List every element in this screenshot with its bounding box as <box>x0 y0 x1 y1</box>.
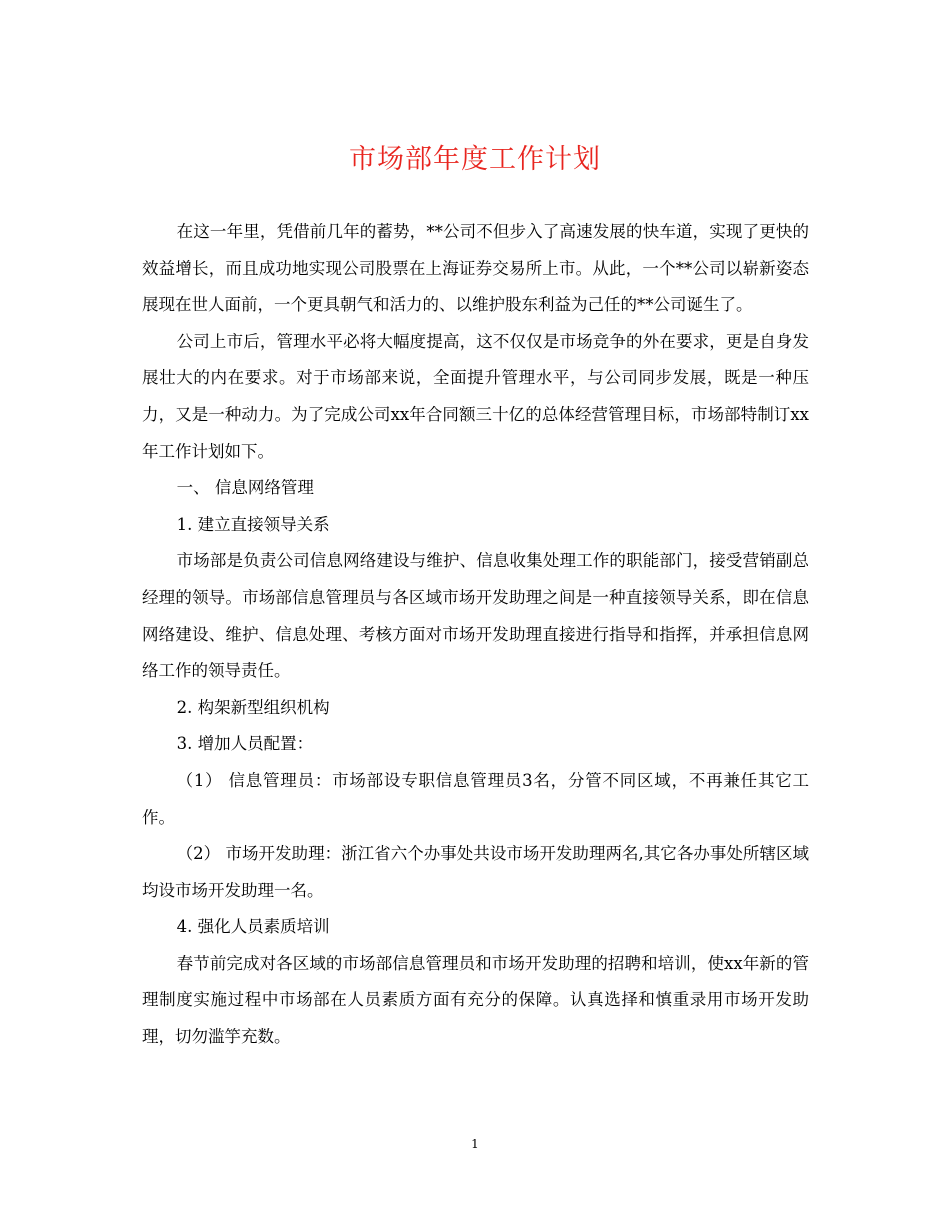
paragraph-listing: 公司上市后，管理水平必将大幅度提高，这不仅仅是市场竞争的外在要求，更是自身发展壮大的内在要求。对于市场部来说，全面提升管理水平，与公司同步发展，既是一种压力，又是一种动力。为了完成公司xx年合同额三十亿的总体经营管理目标，市场部特制订xx年工作计划如下。 <box>142 331 809 461</box>
paragraph-leadership: 市场部是负责公司信息网络建设与维护、信息收集处理工作的职能部门，接受营销副总经理的领导。市场部信息管理员与各区域市场开发助理之间是一种直接领导关系，即在信息网络建设、维护、信息处理、考核方面对市场开发助理直接进行指导和指挥，并承担信息网络工作的领导责任。 <box>142 551 809 681</box>
item-heading-organization: 2. 构架新型组织机构 <box>176 697 330 717</box>
page-number: 1 <box>471 1137 479 1151</box>
document-title: 市场部年度工作计划 <box>349 144 601 175</box>
item-heading-leadership: 1. 建立直接领导关系 <box>176 514 330 534</box>
sub-item-market-assistant: （2） 市场开发助理：浙江省六个办事处共设市场开发助理两名,其它各办事处所辖区域均设市场开发助理一名。 <box>142 844 809 900</box>
sub-item-info-manager: （1） 信息管理员：市场部设专职信息管理员3名，分管不同区域，不再兼任其它工作。 <box>142 770 809 827</box>
document-body <box>142 214 809 1056</box>
item-heading-training: 4. 强化人员素质培训 <box>176 917 330 937</box>
section-heading-info-network: 一、 信息网络管理 <box>176 478 314 498</box>
paragraph-intro: 在这一年里，凭借前几年的蓄势，**公司不但步入了高速发展的快车道，实现了更快的效益增长，而且成功地实现公司股票在上海证券交易所上市。从此，一个**公司以崭新姿态展现在世人面前，一个更具朝气和活力的、以维护股东利益为己任的**公司诞生了。 <box>142 222 809 315</box>
item-heading-staffing: 3. 增加人员配置： <box>176 734 314 754</box>
paragraph-training: 春节前完成对各区域的市场部信息管理员和市场开发助理的招聘和培训，使xx年新的管理制度实施过程中市场部在人员素质方面有充分的保障。认真选择和慎重录用市场开发助理，切勿滥竽充数。 <box>142 953 809 1047</box>
